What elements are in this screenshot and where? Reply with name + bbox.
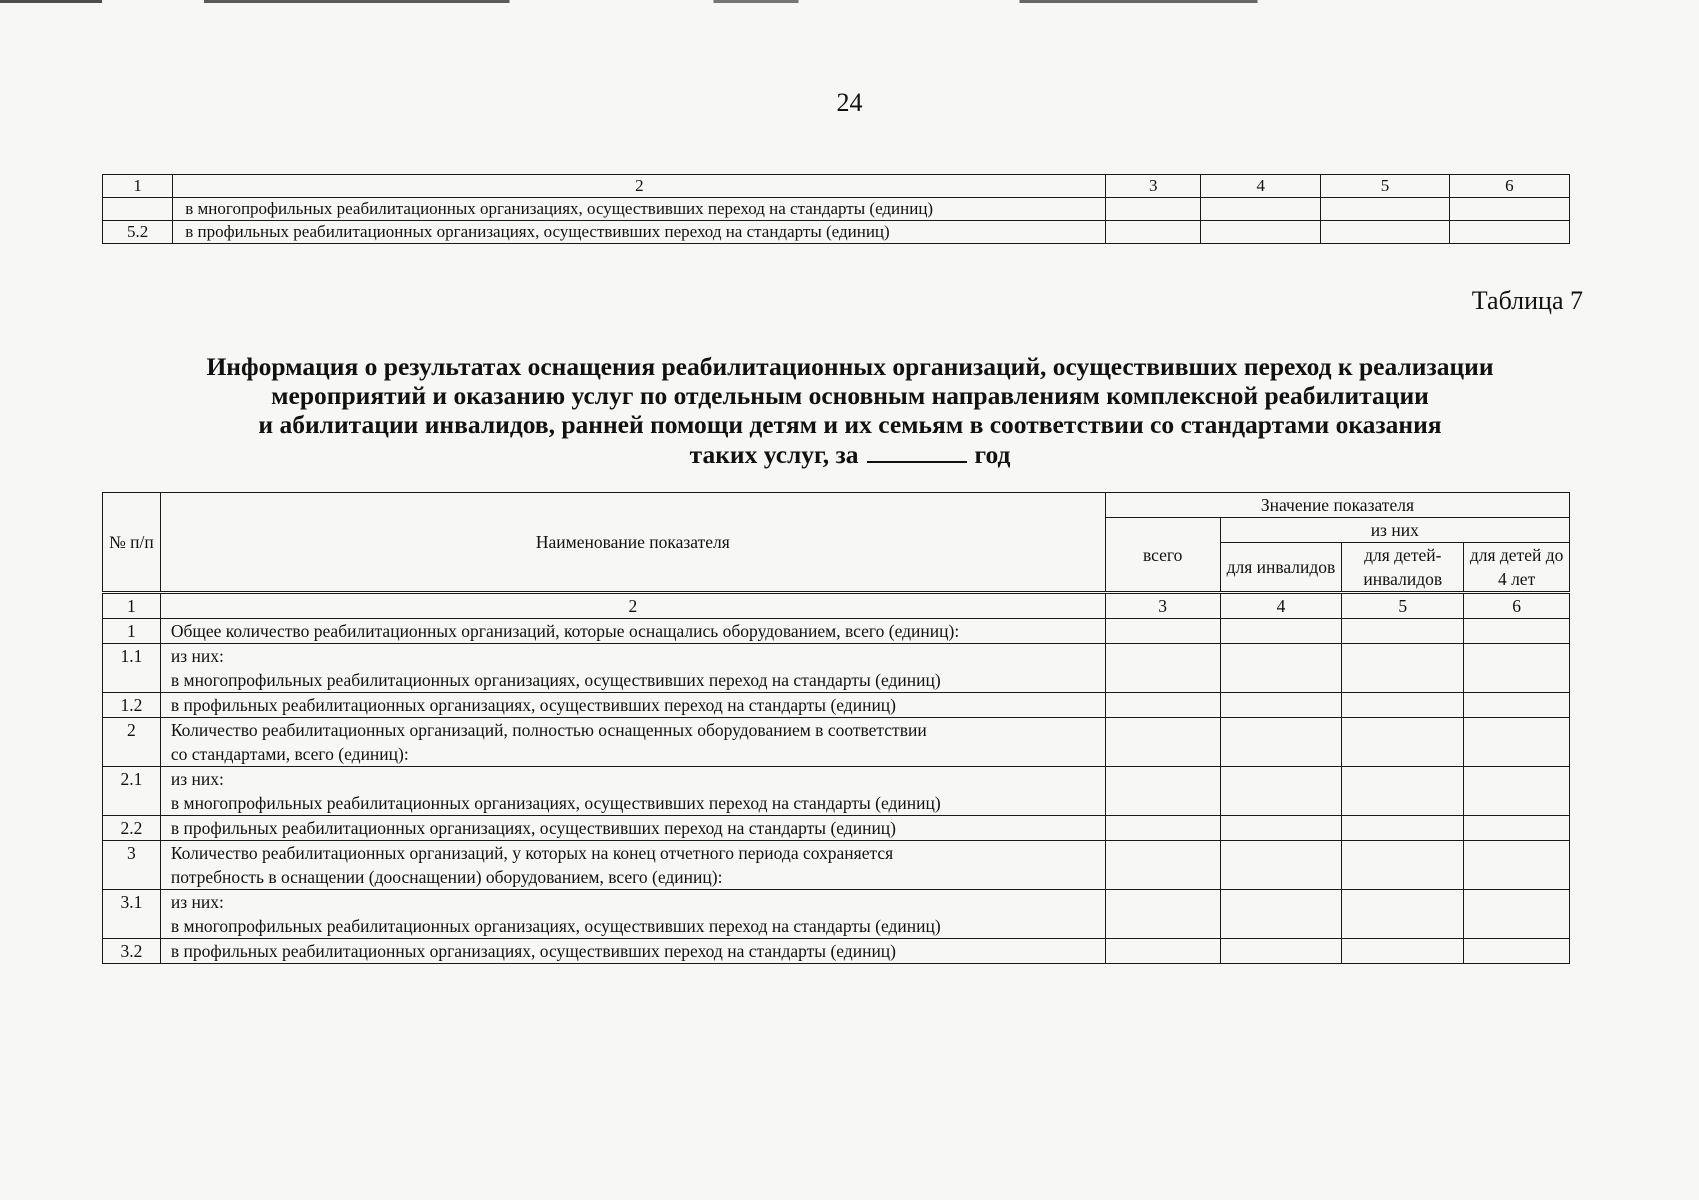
header-row [103, 493, 1570, 518]
row-name [160, 693, 1105, 718]
table-row [103, 767, 1570, 816]
row-number: 5.2 [103, 221, 173, 244]
value-cell [1105, 693, 1220, 718]
row-name-line: в многопрофильных реабилитационных организациях, осуществивших переход на стандарты (единиц) [170, 793, 941, 813]
value-cell [1342, 841, 1464, 890]
col-num-4: 4 [1220, 593, 1342, 619]
title-line-4-start: таких услуг, за [689, 440, 859, 469]
header-of-them: из них [1220, 518, 1569, 543]
title-line-4-end: год [974, 440, 1011, 469]
header-col-4: для инвалидов [1220, 543, 1342, 593]
row-number: 1.2 [103, 693, 161, 718]
row-number: 3 [103, 841, 161, 890]
header-col-5: для детей-инвалидов [1342, 543, 1464, 593]
header-col-6: для детей до 4 лет [1464, 543, 1570, 593]
header-total: всего [1105, 518, 1220, 593]
col-num-3: 3 [1106, 175, 1201, 198]
value-cell [1105, 644, 1220, 693]
title-line-4 [120, 439, 1580, 469]
row-name-line: в многопрофильных реабилитационных организациях, осуществивших переход на стандарты (единиц) [170, 670, 941, 690]
value-cell [1105, 816, 1220, 841]
year-blank [867, 439, 967, 463]
row-number: 2.1 [103, 767, 161, 816]
value-cell [1220, 841, 1342, 890]
value-cell [1342, 644, 1464, 693]
row-name-line: в профильных реабилитационных организациях, осуществивших переход на стандарты (единиц) [170, 941, 896, 961]
row-name [160, 767, 1105, 816]
value-cell [1201, 198, 1321, 221]
col-num-2: 2 [160, 593, 1105, 619]
row-name-line: Количество реабилитационных организаций, у которых на конец отчетного периода сохраняется [170, 843, 894, 863]
value-cell [1220, 890, 1342, 939]
row-name: в многопрофильных реабилитационных организациях, осуществивших переход на стандарты (единиц) [173, 198, 1106, 221]
col-num-5: 5 [1321, 175, 1449, 198]
value-cell [1220, 718, 1342, 767]
row-number: 1.1 [103, 644, 161, 693]
col-num-2: 2 [173, 175, 1106, 198]
row-name [160, 619, 1105, 644]
value-cell [1342, 890, 1464, 939]
value-cell [1105, 841, 1220, 890]
value-cell [1449, 221, 1569, 244]
table-row [103, 816, 1570, 841]
value-cell [1105, 767, 1220, 816]
col-num-3: 3 [1105, 593, 1220, 619]
row-name [160, 644, 1105, 693]
row-name-line: из них: [170, 769, 224, 789]
value-cell [1220, 644, 1342, 693]
row-name-line: со стандартами, всего (единиц): [170, 744, 409, 764]
table-row [103, 619, 1570, 644]
col-num-6: 6 [1449, 175, 1569, 198]
table-row [103, 644, 1570, 693]
value-cell [1464, 718, 1570, 767]
value-cell [1321, 221, 1449, 244]
value-cell [1105, 890, 1220, 939]
scan-edge [0, 0, 1699, 3]
row-name-line: в профильных реабилитационных организациях, осуществивших переход на стандарты (единиц) [170, 818, 896, 838]
value-cell [1342, 619, 1464, 644]
value-cell [1342, 718, 1464, 767]
title-line-2: мероприятий и оказанию услуг по отдельным основным направлениям комплексной реабилитации [271, 381, 1429, 410]
value-cell [1220, 767, 1342, 816]
page-number: 24 [836, 88, 863, 117]
row-name-line: из них: [170, 646, 224, 666]
table-row [103, 841, 1570, 890]
value-cell [1106, 221, 1201, 244]
col-num-6: 6 [1464, 593, 1570, 619]
row-number: 2.2 [103, 816, 161, 841]
col-num-5: 5 [1342, 593, 1464, 619]
value-cell [1220, 939, 1342, 964]
row-number: 3.1 [103, 890, 161, 939]
column-number-row [103, 593, 1570, 619]
row-number [103, 198, 173, 221]
table-row [103, 939, 1570, 964]
value-cell [1464, 644, 1570, 693]
header-value-group: Значение показателя [1105, 493, 1569, 518]
header-name: Наименование показателя [160, 493, 1105, 593]
value-cell [1464, 939, 1570, 964]
value-cell [1220, 693, 1342, 718]
value-cell [1464, 816, 1570, 841]
row-name-line: из них: [170, 892, 224, 912]
row-name [160, 718, 1105, 767]
row-name [160, 816, 1105, 841]
value-cell [1220, 619, 1342, 644]
continuation-table [102, 174, 1570, 244]
value-cell [1105, 939, 1220, 964]
value-cell [1342, 767, 1464, 816]
value-cell [1464, 693, 1570, 718]
value-cell [1464, 841, 1570, 890]
header-num: № п/п [103, 493, 161, 593]
row-name-line: Количество реабилитационных организаций, полностью оснащенных оборудованием в соответствии [170, 720, 927, 740]
value-cell [1106, 198, 1201, 221]
row-name [160, 841, 1105, 890]
row-number: 3.2 [103, 939, 161, 964]
value-cell [1321, 198, 1449, 221]
value-cell [1449, 198, 1569, 221]
table-body [103, 619, 1570, 964]
table-label: Таблица 7 [1471, 286, 1583, 315]
row-number: 2 [103, 718, 161, 767]
value-cell [1342, 816, 1464, 841]
value-cell [1220, 816, 1342, 841]
table-row [103, 718, 1570, 767]
table-row [103, 198, 1570, 221]
row-number: 1 [103, 619, 161, 644]
value-cell [1464, 619, 1570, 644]
value-cell [1464, 767, 1570, 816]
value-cell [1342, 693, 1464, 718]
row-name [160, 890, 1105, 939]
row-name: в профильных реабилитационных организациях, осуществивших переход на стандарты (единиц) [173, 221, 1106, 244]
value-cell [1201, 221, 1321, 244]
row-name-line: в многопрофильных реабилитационных организациях, осуществивших переход на стандарты (единиц) [170, 916, 941, 936]
row-name-line: в профильных реабилитационных организациях, осуществивших переход на стандарты (единиц) [170, 695, 896, 715]
col-num-1: 1 [103, 175, 173, 198]
continuation-header-row [103, 175, 1570, 198]
col-num-1: 1 [103, 593, 161, 619]
results-table [102, 492, 1570, 964]
document-title [120, 352, 1580, 469]
value-cell [1105, 718, 1220, 767]
table-row [103, 693, 1570, 718]
row-name-line: потребность в оснащении (дооснащении) оборудованием, всего (единиц): [170, 867, 723, 887]
row-name-line: Общее количество реабилитационных организаций, которые оснащались оборудованием, всего (единиц): [170, 621, 960, 641]
col-num-4: 4 [1201, 175, 1321, 198]
title-line-3: и абилитации инвалидов, ранней помощи детям и их семьям в соответствии со стандартами оказания [258, 410, 1442, 439]
table-row [103, 221, 1570, 244]
value-cell [1464, 890, 1570, 939]
table-row [103, 890, 1570, 939]
row-name [160, 939, 1105, 964]
value-cell [1105, 619, 1220, 644]
value-cell [1342, 939, 1464, 964]
title-line-1: Информация о результатах оснащения реабилитационных организаций, осуществивших переход к реализации [206, 352, 1494, 381]
